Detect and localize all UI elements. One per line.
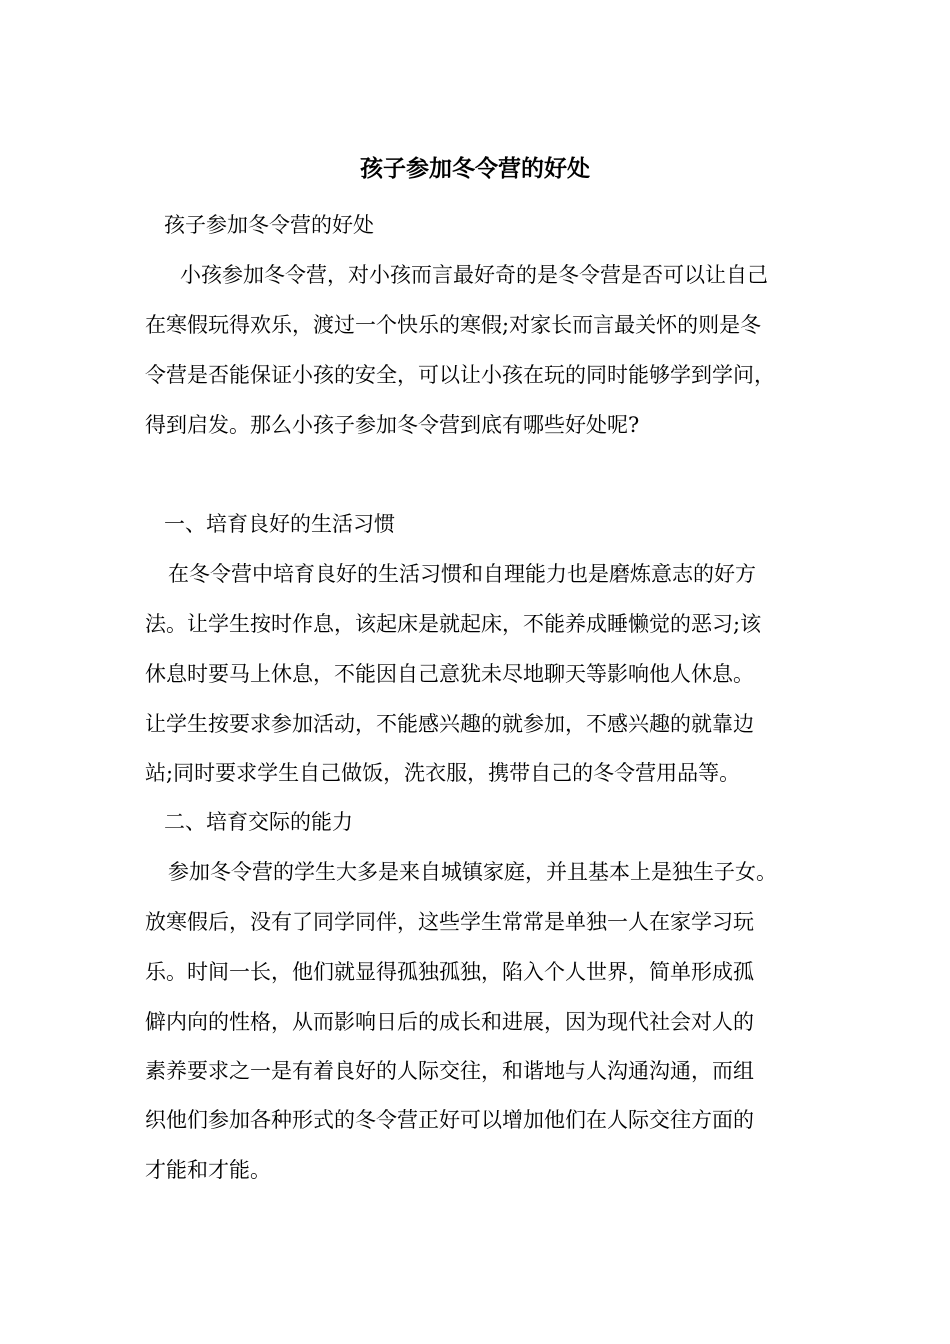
intro-line: 得到启发。那么小孩子参加冬令营到底有哪些好处呢? (145, 413, 640, 437)
section-heading: 二、培育交际的能力 (164, 810, 353, 834)
intro-line: 令营是否能保证小孩的安全，可以让小孩在玩的同时能够学到学问， (145, 363, 775, 387)
section-line: 乐。时间一长，他们就显得孤独孤独，陷入个人世界，简单形成孤 (145, 960, 754, 984)
section-line: 素养要求之一是有着良好的人际交往，和谐地与人沟通沟通，而组 (145, 1059, 754, 1083)
intro-line: 小孩参加冬令营，对小孩而言最好奇的是冬令营是否可以让自己 (180, 263, 768, 287)
section-line: 僻内向的性格，从而影响日后的成长和进展，因为现代社会对人的 (145, 1010, 754, 1034)
section-line: 休息时要马上休息，不能因自己意犹未尽地聊天等影响他人休息。 (145, 662, 754, 686)
section-line: 让学生按要求参加活动，不能感兴趣的就参加，不感兴趣的就靠边 (145, 712, 754, 736)
section-line: 站;同时要求学生自己做饭，洗衣服，携带自己的冬令营用品等。 (145, 761, 741, 785)
section-line: 法。让学生按时作息，该起床是就起床，不能养成睡懒觉的恶习;该 (145, 612, 762, 636)
document-subtitle: 孩子参加冬令营的好处 (164, 213, 374, 237)
section-line: 织他们参加各种形式的冬令营正好可以增加他们在人际交往方面的 (145, 1108, 754, 1132)
section-line: 才能和才能。 (145, 1158, 271, 1182)
document-title: 孩子参加冬令营的好处 (360, 155, 590, 182)
section-line: 在冬令营中培育良好的生活习惯和自理能力也是磨炼意志的好方 (168, 562, 756, 586)
section-line: 放寒假后，没有了同学同伴，这些学生常常是单独一人在家学习玩 (145, 910, 754, 934)
intro-line: 在寒假玩得欢乐，渡过一个快乐的寒假;对家长而言最关怀的则是冬 (145, 313, 762, 337)
section-heading: 一、培育良好的生活习惯 (164, 512, 395, 536)
section-line: 参加冬令营的学生大多是来自城镇家庭，并且基本上是独生子女。 (168, 860, 777, 884)
